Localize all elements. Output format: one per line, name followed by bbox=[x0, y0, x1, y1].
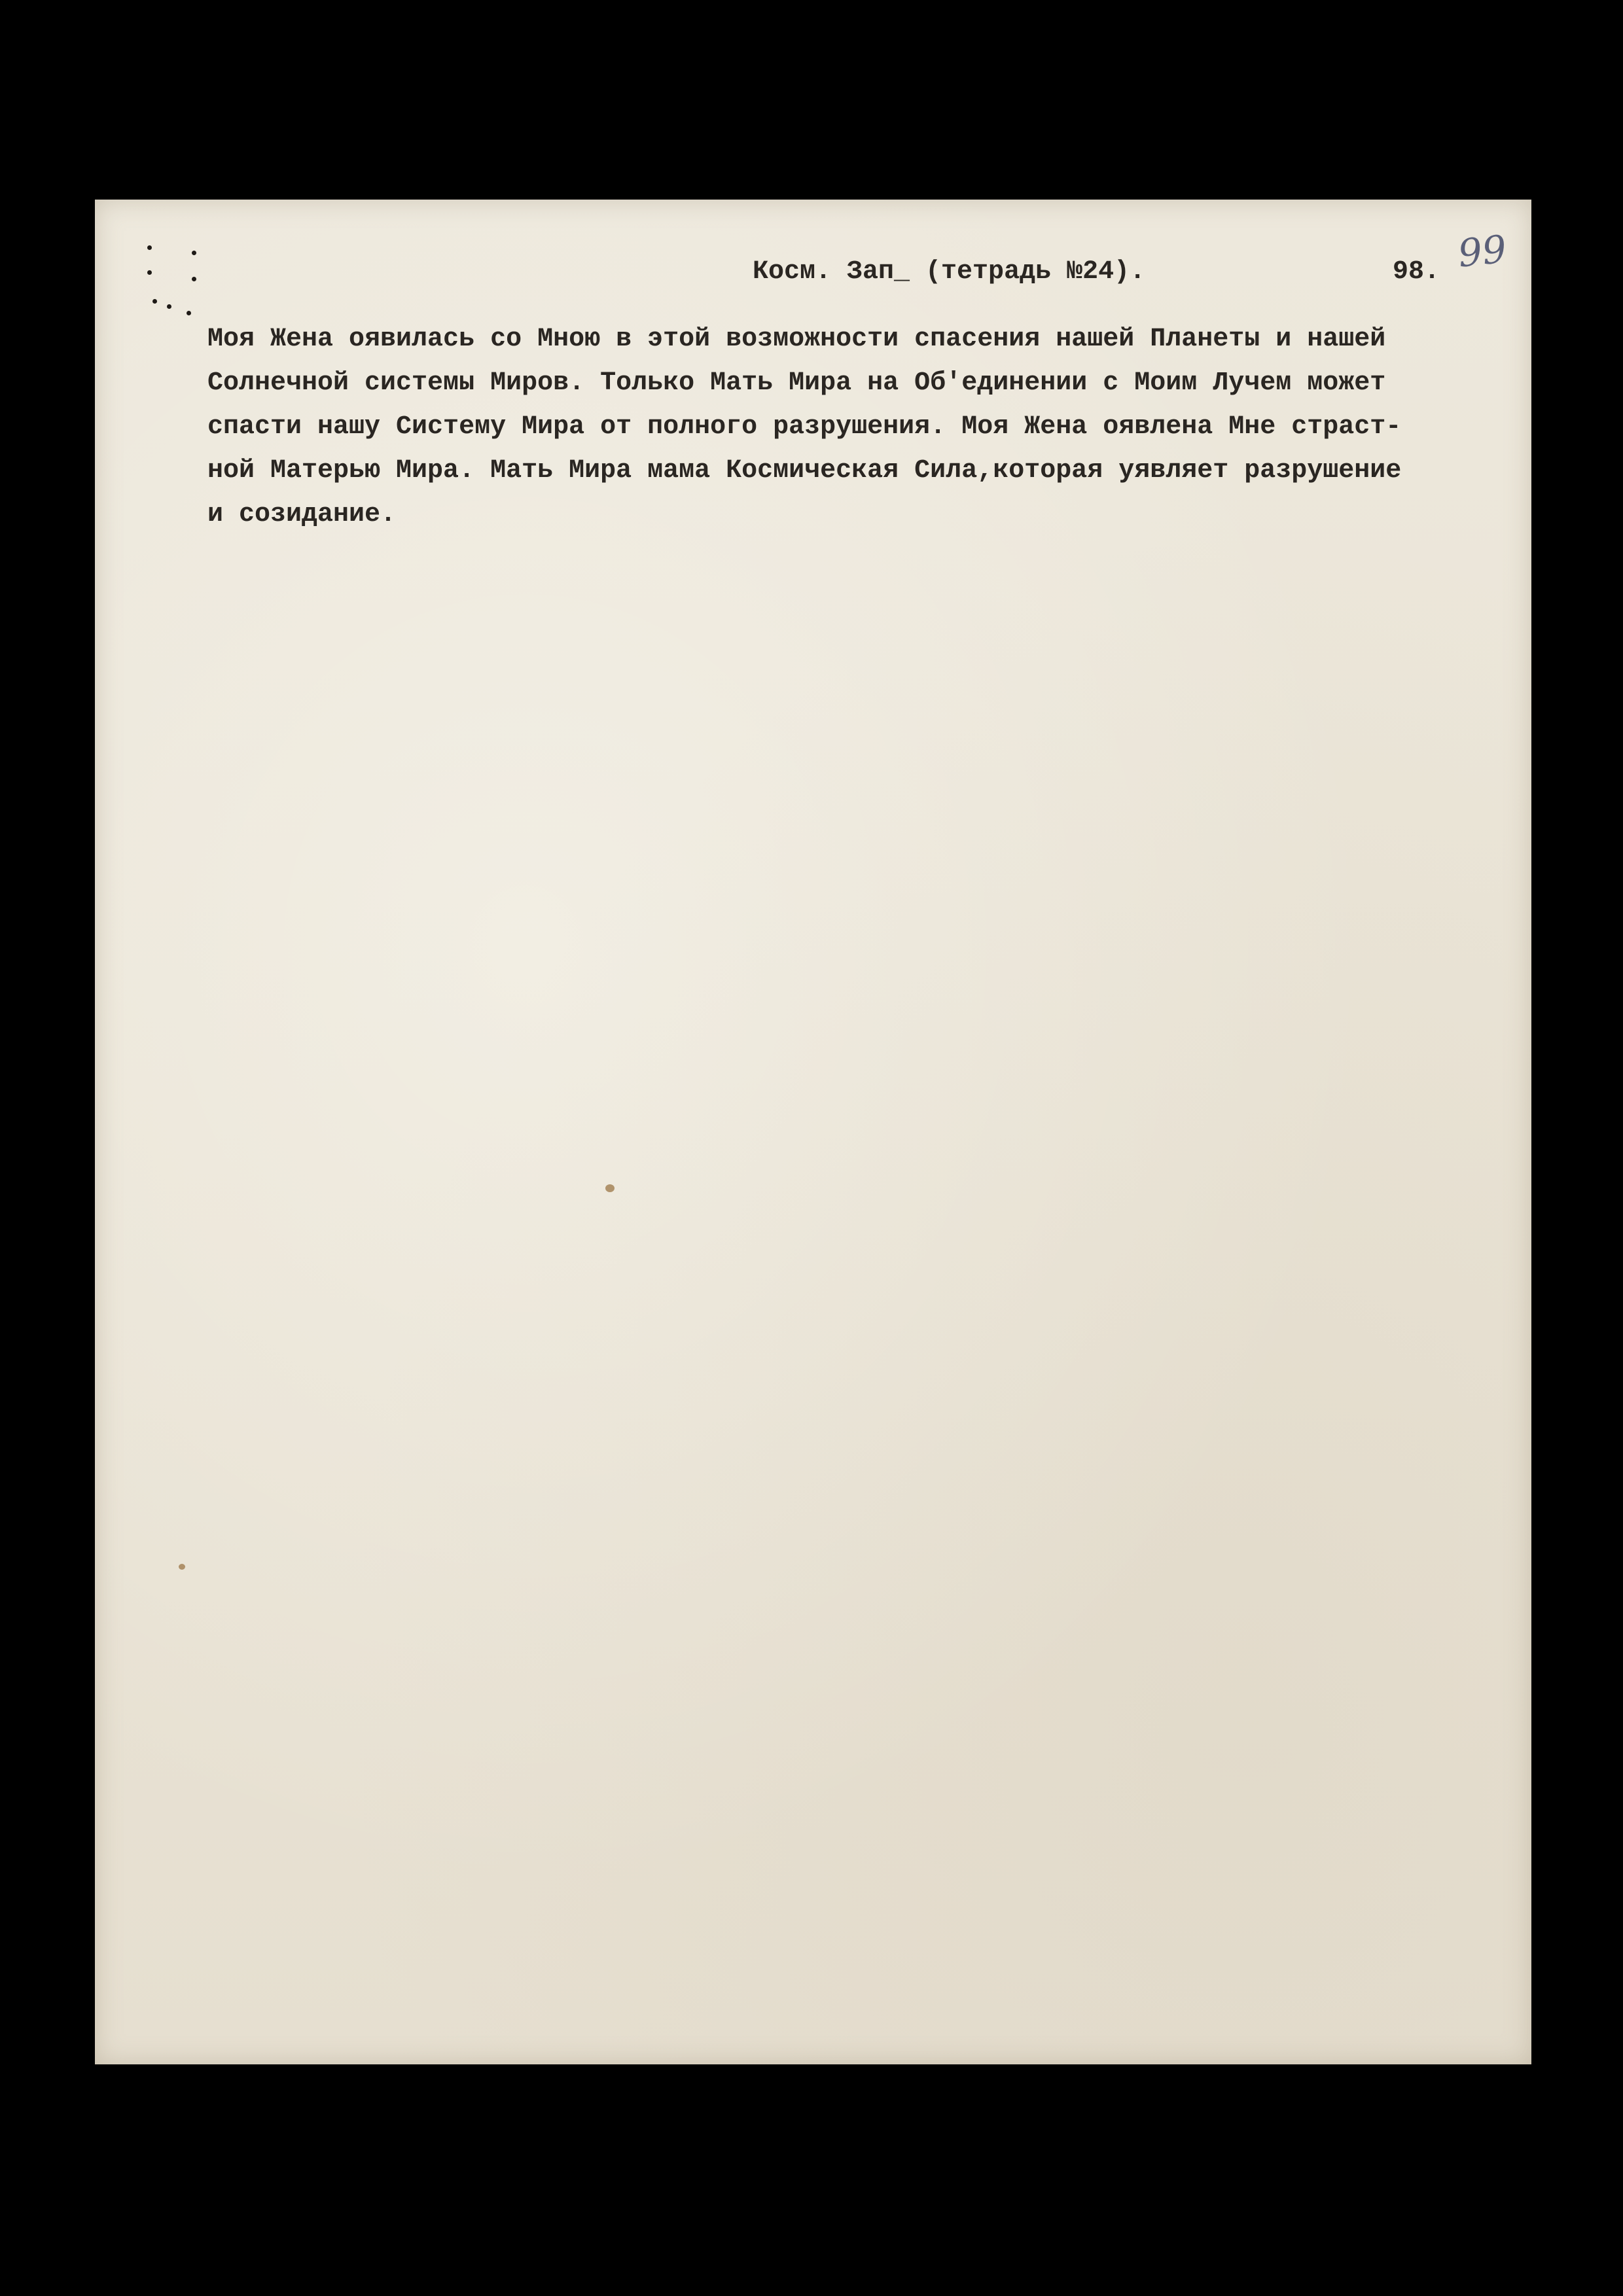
body-line: ной Матерью Мира. Мать Мира мама Космическая Сила,которая уявляет разрушение bbox=[207, 456, 1402, 486]
paper-sheet bbox=[95, 200, 1531, 2064]
body-line: и созидание. bbox=[207, 500, 397, 529]
typed-page-number: 98. bbox=[1392, 257, 1440, 287]
body-line: Солнечной системы Миров. Только Мать Мира на Об'единении с Моим Лучем может bbox=[207, 368, 1386, 398]
paper-stain bbox=[179, 1564, 185, 1570]
body-line: Моя Жена оявилась со Мною в этой возможности спасения нашей Планеты и нашей bbox=[207, 325, 1386, 354]
typewritten-body bbox=[207, 317, 1490, 537]
notebook-title: Косм. Зап_ (тетрадь №24). bbox=[753, 257, 1146, 287]
handwritten-folio-number: 99 bbox=[1455, 226, 1509, 276]
binding-holes bbox=[141, 239, 206, 324]
paper-stain bbox=[605, 1184, 615, 1192]
body-line: спасти нашу Систему Мира от полного разрушения. Моя Жена оявлена Мне страст- bbox=[207, 412, 1402, 442]
